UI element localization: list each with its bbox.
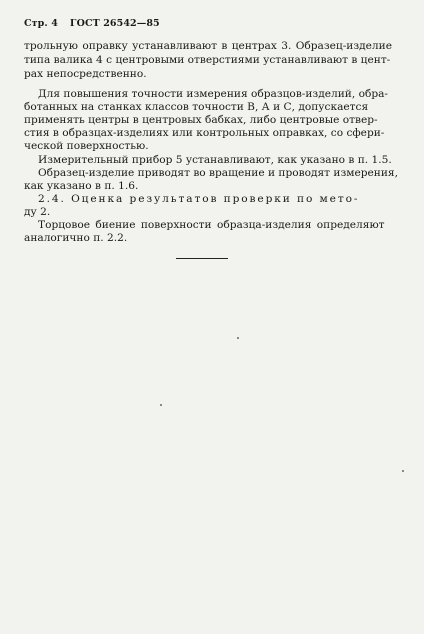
text-line: трольную оправку устанавливают в центрах 3. Образец-изделие (24, 40, 392, 52)
text-line: ческой поверхностью. (24, 140, 149, 152)
text-line: Образец-изделие приводят во вращение и проводят измерения, (38, 167, 398, 179)
text-line: Измерительный прибор 5 устанавливают, как указано в п. 1.5. (38, 154, 392, 166)
text-line: стия в образцах-изделиях или контрольных оправках, со сфери- (24, 127, 385, 139)
scan-speck (237, 337, 239, 339)
section-heading: 2.4. Оценка результатов проверки по мето- (38, 193, 360, 205)
page-header (24, 18, 160, 29)
standard-designation: ГОСТ 26542—85 (69, 18, 160, 29)
text-line: типа валика 4 с центровыми отверстиями устанавливают в цент- (24, 54, 391, 66)
page-number: Стр. 4 (24, 18, 58, 29)
text-line: рах непосредственно. (24, 68, 147, 80)
scan-speck (160, 404, 162, 406)
text-line: как указано в п. 1.6. (24, 180, 139, 192)
text-line: Торцовое биение поверхности образца-изделия определяют (38, 219, 385, 231)
text-line: аналогично п. 2.2. (24, 232, 128, 244)
end-rule (176, 258, 228, 259)
text-line: Для повышения точности измерения образцов-изделий, обра- (38, 88, 389, 100)
text-line: ботанных на станках классов точности В, А и С, допускается (24, 101, 369, 113)
scan-speck (402, 470, 404, 472)
text-line: ду 2. (24, 206, 51, 218)
text-line: применять центры в центровых бабках, либо центровые отвер- (24, 114, 378, 126)
